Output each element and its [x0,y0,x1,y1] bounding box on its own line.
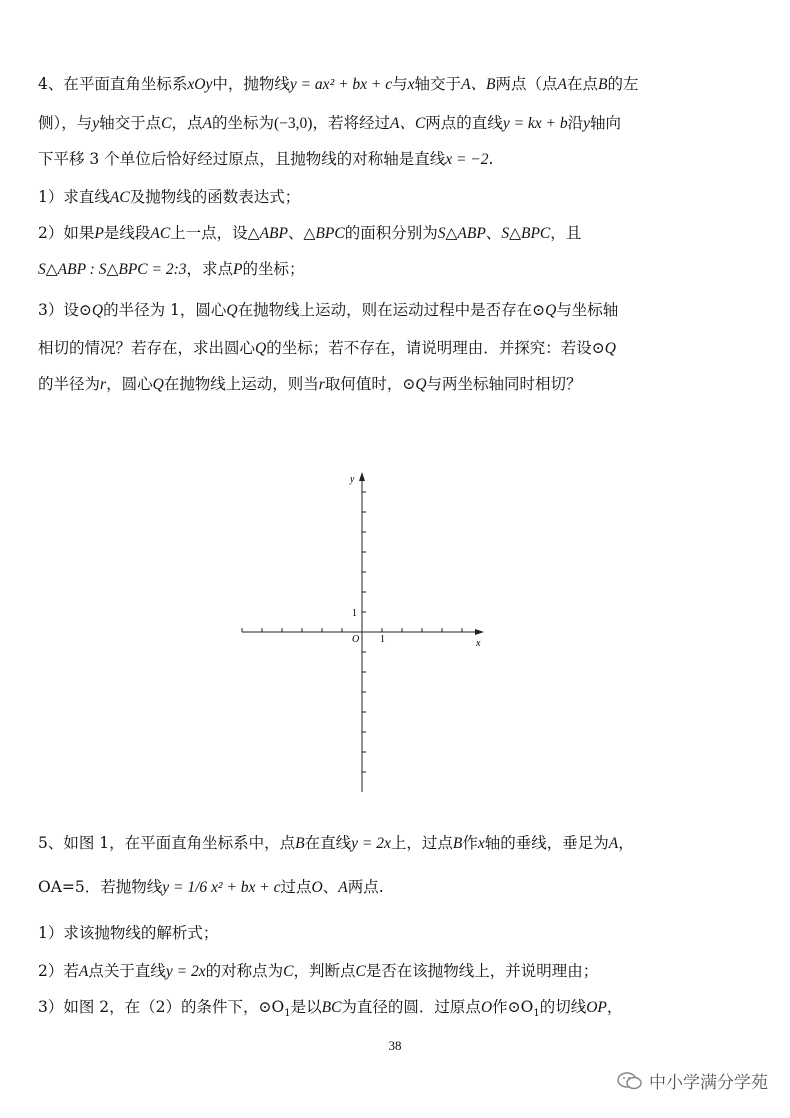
p5-question-3: 3）如图 2，在（2）的条件下，$⊙O_1$是以BC为直径的圆．过原点O作$⊙O_1$的切线OP， [38,998,623,1020]
x-axis-label: x [476,638,481,649]
p5-line-1: 5、如图 1，在平面直角坐标系中，点B在直线y = 2x上，过点B作x轴的垂线，垂足为A， [38,834,634,852]
watermark [617,1068,768,1093]
p4-question-3-cont2: 的半径为r，圆心Q在抛物线上运动，则当r取何值时，⊙Q与两坐标轴同时相切？ [38,375,582,393]
p5-question-2: 2）若A点关于直线y = 2x的对称点为C，判断点C是否在该抛物线上，并说明理由； [38,962,599,980]
p4-question-2: 2）如果P是线段AC上一点，设△ABP、△BPC的面积分别为S△ABP、S△BPC，且 [38,224,582,242]
p4-question-3-cont: 相切的情况？若存在，求出圆心Q的坐标；若不存在，请说明理由．并探究：若设⊙Q [38,339,616,357]
origin-label: O [352,634,360,645]
watermark-text: 中小学满分学苑 [649,1073,768,1093]
coordinate-axes [238,468,488,798]
p4-line-1: 4、在平面直角坐标系xOy中，抛物线y = ax² + bx + c与x轴交于A、B两点（点A在点B的左 [38,75,639,93]
y-axis-arrow [359,472,365,481]
x-unit-label: 1 [380,634,385,645]
x-axis-arrow [475,629,484,635]
p4-line-3: 下平移 3 个单位后恰好经过原点，且抛物线的对称轴是直线x = −2. [38,150,494,168]
y-unit-label: 1 [352,608,357,619]
wechat-icon [617,1071,643,1091]
y-axis-label: y [350,474,355,485]
p5-question-1: 1）求该抛物线的解析式； [38,924,219,942]
p4-question-1: 1）求直线AC及抛物线的函数表达式； [38,188,301,206]
p4-question-2-cont: S△ABP : S△BPC = 2:3，求点P的坐标； [38,260,305,278]
p4-line-2: 侧），与y轴交于点C，点A的坐标为(−3,0)，若将经过A、C两点的直线y = kx + b沿y轴向 [38,114,622,132]
p4-question-3: 3）设⊙Q的半径为 1，圆心Q在抛物线上运动，则在运动过程中是否存在⊙Q与坐标轴 [38,301,619,319]
page-number: 38 [388,1038,402,1053]
p5-line-2: OA=5．若抛物线y = 1/6 x² + bx + c过点O、A两点. [38,878,384,896]
